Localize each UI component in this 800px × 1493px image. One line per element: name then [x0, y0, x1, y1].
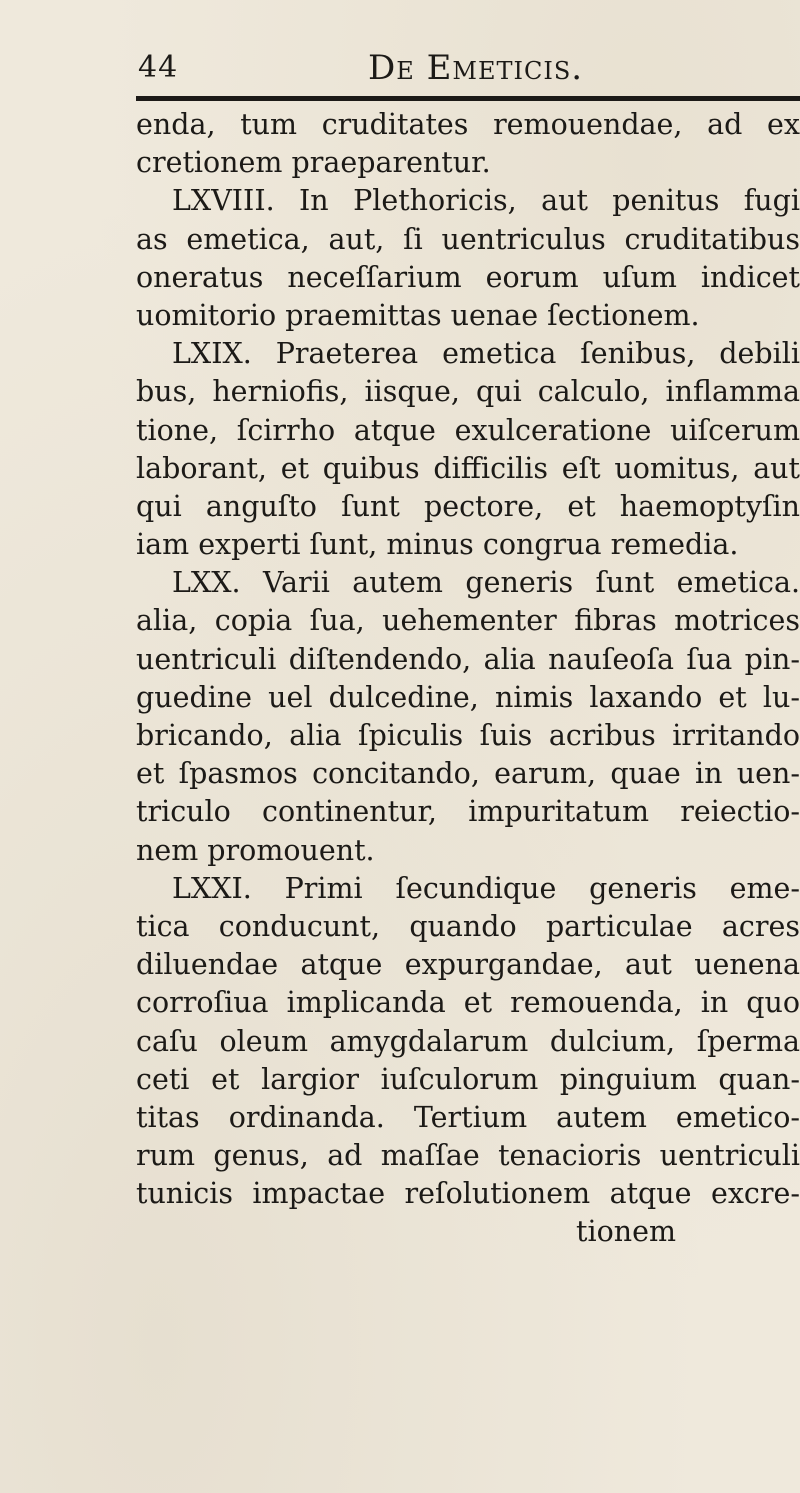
text-line: corroſiua implicanda et remouenda, in quo	[136, 986, 800, 1020]
text-line: et ſpasmos concitando, earum, quae in uen-	[136, 757, 800, 791]
text-line: guedine uel dulcedine, nimis laxando et lu-	[136, 680, 800, 714]
page-number: 44	[138, 50, 179, 85]
text-line: LXXI. Primi ſecundique generis eme-	[172, 871, 800, 905]
text-line: cretionem praeparentur.	[136, 146, 491, 180]
text-line: laborant, et quibus difficilis eſt uomitus, aut	[136, 451, 800, 485]
text-line: LXIX. Praeterea emetica ſenibus, debili	[172, 337, 800, 371]
header-rule	[136, 96, 800, 101]
body-text	[136, 106, 800, 1252]
page-header	[0, 44, 800, 94]
text-line: uomitorio praemittas uenae ſectionem.	[136, 298, 700, 332]
text-line: triculo continentur, impuritatum reiectio-	[136, 795, 800, 829]
text-line: LXX. Varii autem generis ſunt emetica.	[172, 566, 800, 600]
text-line: as emetica, aut, ſi uentriculus cruditatibus	[136, 222, 800, 256]
text-line: rum genus, ad maſſae tenacioris uentriculi	[136, 1139, 800, 1173]
text-line: alia, copia ſua, uehementer fibras motrices	[136, 604, 800, 638]
text-line: iam experti ſunt, minus congrua remedia.	[136, 528, 739, 562]
text-line: enda, tum cruditates remouendae, ad ex	[136, 108, 800, 141]
text-line: nem promouent.	[136, 833, 375, 867]
running-title: De Emeticis.	[368, 48, 584, 88]
text-line: tica conducunt, quando particulae acres	[136, 909, 800, 943]
text-line: qui anguſto ſunt pectore, et haemoptyſin	[136, 489, 800, 523]
text-line: tionem	[576, 1215, 676, 1249]
text-line: oneratus neceſſarium eorum uſum indicet	[136, 260, 800, 294]
text-line: bus, herniofis, iisque, qui calculo, inflamma	[136, 375, 800, 409]
text-line: titas ordinanda. Tertium autem emetico-	[136, 1100, 800, 1134]
text-line: LXVIII. In Plethoricis, aut penitus fugi	[172, 184, 800, 218]
text-line: bricando, alia ſpiculis ſuis acribus irritando	[136, 719, 800, 752]
text-line: uentriculi diſtendendo, alia nauſeoſa ſua pin-	[136, 642, 800, 676]
text-line: tunicis impactae reſolutionem atque excre-	[136, 1177, 800, 1211]
text-line: ceti et largior iuſculorum pinguium quan-	[136, 1062, 800, 1096]
text-line: diluendae atque expurgandae, aut uenena	[136, 948, 800, 982]
text-line: tione, ſcirrho atque exulceratione uiſcerum	[136, 413, 800, 447]
text-line: caſu oleum amygdalarum dulcium, ſperma	[136, 1024, 800, 1058]
